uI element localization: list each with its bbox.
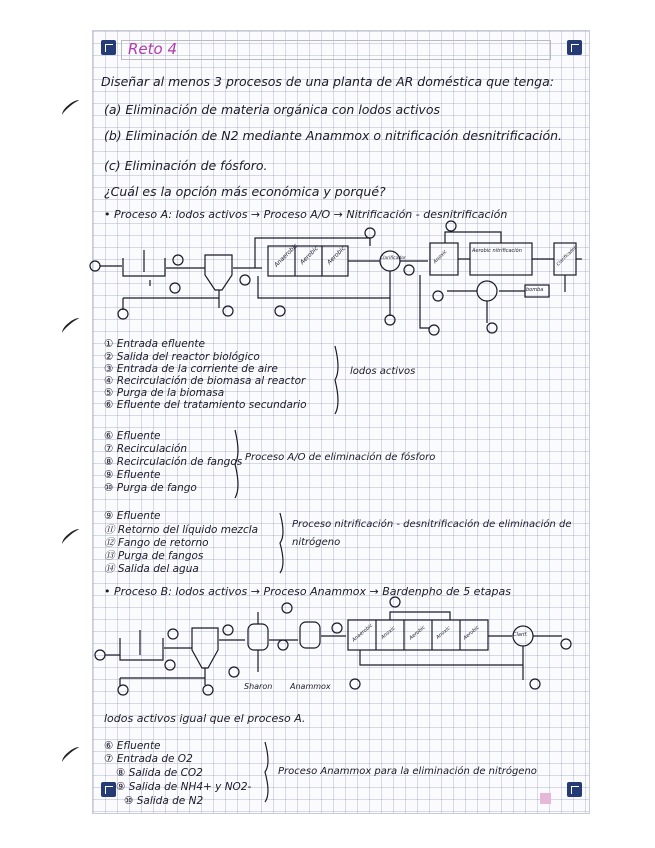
intro-text: Diseñar al menos 3 procesos de una planta de AR doméstica que tenga:: [101, 74, 554, 89]
label-13-icon: [487, 323, 497, 333]
legend-1-item: ③ Entrada de la corriente de aire: [104, 363, 278, 375]
anammox-reactor: [300, 622, 320, 648]
label-4b-icon: [118, 685, 128, 695]
legend-2-item: ⑥ Efluente: [104, 430, 161, 442]
label-5b-icon: [203, 685, 213, 695]
label-12-icon: [429, 325, 439, 335]
label-9-icon: [404, 265, 414, 275]
reactor-basin-b: [120, 638, 163, 660]
legend-1-item: ④ Recirculación de biomasa al reactor: [104, 375, 306, 387]
page-title: Reto 4: [128, 40, 178, 58]
clarifier-2: [380, 251, 400, 271]
label-3-icon: [170, 283, 180, 293]
label-4-icon: [118, 309, 128, 319]
question: ¿Cuál es la opción más económica y porqué?: [104, 184, 386, 199]
legend-3-item: ⑫ Fango de retorno: [104, 537, 209, 549]
label-5-icon: [223, 306, 233, 316]
label-sharon: Sharon: [244, 682, 273, 691]
label-denitri: Anoxic: [432, 248, 449, 266]
legend-2-item: ⑨ Efluente: [104, 469, 161, 481]
label-6-icon: [240, 275, 250, 285]
label-zone-4: Anoxic: [435, 625, 452, 641]
brace-3: [280, 513, 283, 573]
label-10-icon: [385, 315, 395, 325]
legend-3-item: ⑭ Salida del agua: [104, 563, 199, 575]
label-7b-icon: [229, 667, 239, 677]
label-nitri: Aerobic nitrificación: [472, 248, 522, 254]
label-pump: bomba: [526, 287, 544, 293]
legend-1-item: ⑤ Purga de la biomasa: [104, 387, 225, 399]
label-zone-2: Anoxic: [380, 625, 397, 641]
item-a: (a) Eliminación de materia orgánica con lodos activos: [104, 102, 440, 117]
label-2-icon: [173, 255, 183, 265]
item-c: (c) Eliminación de fósforo.: [104, 158, 268, 173]
label-3b-icon: [165, 660, 175, 670]
bracket-b-label: Proceso Anammox para la eliminación de nitrógeno: [278, 766, 537, 777]
label-13b-icon: [530, 679, 540, 689]
label-8-icon: [275, 306, 285, 316]
process-b-heading: • Proceso B: lodos activos → Proceso Anammox → Bardenpho de 5 etapas: [104, 585, 511, 598]
label-12b-icon: [390, 597, 400, 607]
item-b: (b) Eliminación de N2 mediante Anammox o nitrificación desnitrificación.: [104, 128, 562, 143]
label-11-icon: [446, 221, 456, 231]
legend-2-item: ⑩ Purga de fango: [104, 482, 197, 494]
label-1-icon: [90, 261, 100, 271]
label-7-icon: [365, 228, 375, 238]
label-zone-3: Aerobic: [408, 624, 427, 642]
brace-4: [265, 742, 268, 802]
legend-3-item: ⑨ Efluente: [104, 510, 161, 522]
label-10b-icon: [332, 623, 342, 633]
legend-1-item: ② Salida del reactor biológico: [104, 351, 260, 363]
label-zone-1: Anaerobic: [351, 622, 375, 644]
label-1b-icon: [95, 650, 105, 660]
label-clarifier-b: Clarif.: [513, 632, 528, 638]
clarifier-b: [192, 628, 218, 668]
process-a-heading: • Proceso A: lodos activos → Proceso A/O → Nitrificación - desnitrificación: [104, 208, 508, 221]
label-zone-5: Aerobic: [462, 624, 481, 642]
brace-1: [335, 346, 338, 414]
legend-1-item: ① Entrada efluente: [104, 338, 205, 350]
clarifier-1: [205, 255, 232, 290]
legend-2-item: ⑦ Recirculación: [104, 443, 188, 455]
process-b-note: lodos activos igual que el proceso A.: [104, 712, 306, 725]
label-8b-icon: [282, 603, 292, 613]
label-6b-icon: [223, 625, 233, 635]
legend-2-item: ⑧ Recirculación de fangos: [104, 456, 243, 468]
label-2b-icon: [168, 629, 178, 639]
label-clarifier: Clarificador: [380, 256, 406, 261]
legend-b-item: ⑩ Salida de N2: [124, 795, 204, 807]
legend-b-item: ⑨ Salida de NH4+ y NO2-: [116, 781, 252, 793]
bracket-3-label: Proceso nitrificación - desnitrificación de eliminación de nitrógeno: [292, 519, 572, 548]
label-9b-icon: [278, 640, 288, 650]
legend-b-item: ⑦ Entrada de O2: [104, 753, 193, 765]
legend-b-item: ⑥ Efluente: [104, 740, 161, 752]
label-14-icon: [433, 291, 443, 301]
clarifier-4: [477, 281, 497, 301]
label-anammox: Anammox: [290, 682, 331, 691]
legend-3-item: ⑬ Purga de fangos: [104, 550, 204, 562]
legend-1-item: ⑥ Efluente del tratamiento secundario: [104, 399, 307, 411]
sharon-reactor: [248, 624, 268, 650]
label-anaerobic: Anaerobic: [272, 242, 300, 269]
label-aerobic-2: Aerobic: [325, 244, 347, 267]
legend-3-item: ⑪ Retorno del líquido mezcla: [104, 524, 259, 536]
label-clarifier-2: Clarificador: [556, 245, 578, 268]
label-11b-icon: [350, 679, 360, 689]
label-14b-icon: [561, 639, 571, 649]
label-aerobic: Aerobic: [298, 244, 320, 267]
legend-b-item: ⑧ Salida de CO2: [116, 767, 203, 779]
bracket-2-label: Proceso A/O de eliminación de fósforo: [245, 452, 436, 463]
bracket-1-label: lodos activos: [350, 366, 416, 377]
